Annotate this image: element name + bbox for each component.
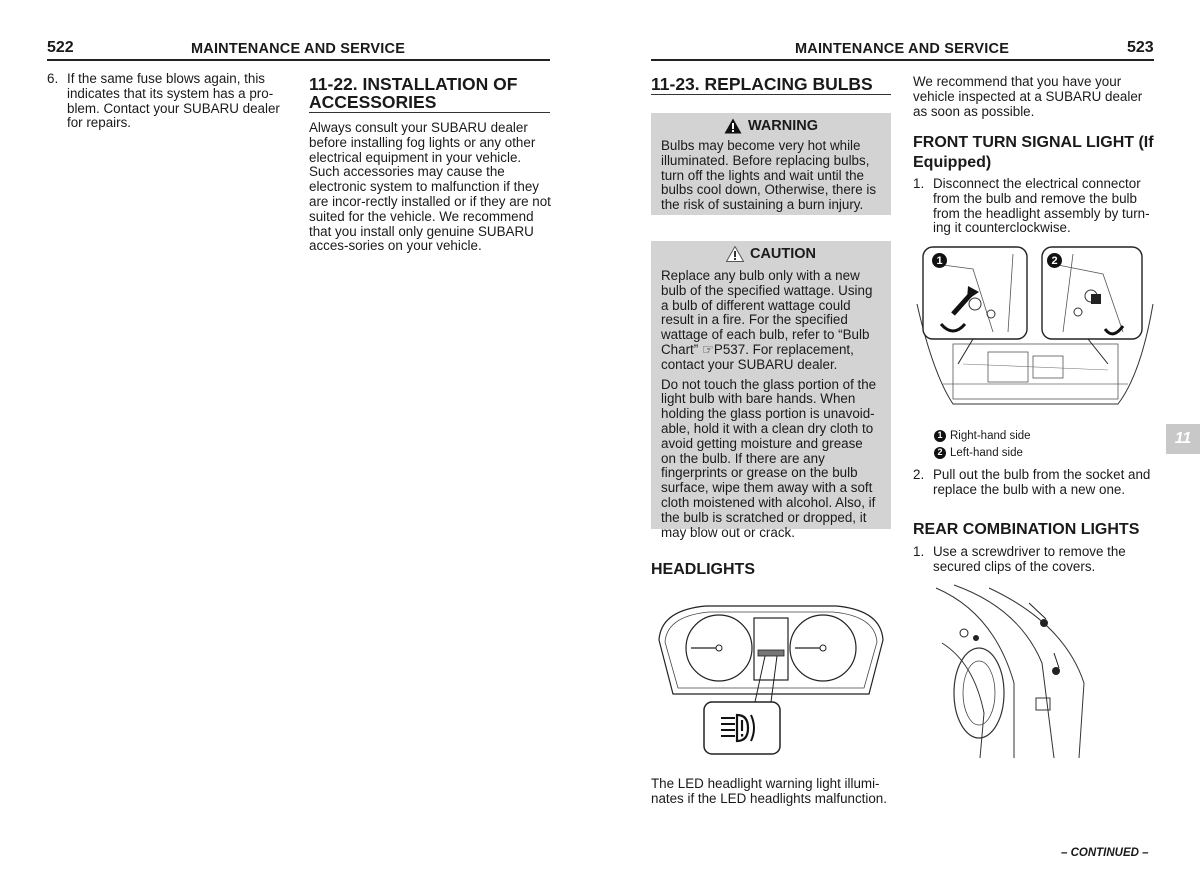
section-title-replacing-bulbs: 11-23. REPLACING BULBS: [651, 74, 873, 94]
step-number: 2.: [913, 467, 925, 482]
warning-heading: [651, 115, 891, 137]
left-page-number: 522: [47, 39, 74, 56]
section-rule: [309, 112, 550, 113]
warning-icon: [724, 118, 742, 134]
front-turn-step-2: [913, 468, 1153, 498]
warning-label: WARNING: [747, 118, 819, 134]
left-page-header: MAINTENANCE AND SERVICE: [191, 41, 406, 57]
left-item-6: [47, 72, 287, 131]
legend-badge: 1: [934, 430, 946, 442]
caution-label: CAUTION: [749, 246, 817, 262]
continued-marker: – CONTINUED –: [1061, 847, 1149, 859]
right-page-number: 523: [1127, 39, 1154, 56]
caution-box: [651, 241, 891, 540]
instrument-cluster-illustration: [651, 598, 891, 760]
step-text: Pull out the bulb from the socket and replace the bulb with a new one.: [933, 467, 1151, 497]
callout-badge: 1: [932, 253, 947, 268]
legend-item: [934, 445, 1031, 462]
caution-icon: [726, 246, 744, 262]
inspection-recommendation: We recommend that you have your vehicle inspected at a SUBARU dealer as soon as possible.: [913, 74, 1143, 119]
section-rule: [651, 94, 891, 95]
legend-label: Left-hand side: [950, 447, 1023, 459]
headlights-caption: The LED headlight warning light illumi-nates if the LED headlights malfunction.: [651, 776, 887, 806]
caution-body: [651, 265, 891, 540]
step-text: Use a screwdriver to remove the secured clips of the covers.: [933, 544, 1126, 574]
rear-light-illustration: [934, 583, 1089, 761]
rear-combination-title: REAR COMBINATION LIGHTS: [913, 521, 1140, 538]
item-number: 6.: [47, 71, 59, 86]
legend-badge: 2: [934, 447, 946, 459]
caution-para-2: Do not touch the glass portion of the light bulb with bare hands. When holding the glass portion is unavoid-able, hold it with a clean dry cloth to avoid getting moisture and grease on the bulb. If there are any fingerprints or grease on the bulb surface, wipe them away with a soft cloth moistened with alcohol. Also, if the bulb is scratched or dropped, it may blow out or crack.: [661, 376, 877, 540]
front-turn-step-1: [913, 177, 1153, 236]
accessories-body: Always consult your SUBARU dealer before installing fog lights or any other electrical equipment in your vehicle. Such accessories may cause the electronic system to malfunction if they are incor-rectly installed or if they are not suited for the vehicle. We recommend that you install only genuine SUBARU acces-sories on your vehicle.: [309, 120, 551, 254]
headlights-title: HEADLIGHTS: [651, 561, 755, 578]
legend-item: [934, 428, 1031, 445]
caution-heading: [651, 243, 891, 265]
warning-text: Bulbs may become very hot while illuminated. Before replacing bulbs, turn off the lights and wait until the bulbs cool down, Otherwise, there is the risk of sustaining a burn injury.: [661, 138, 877, 213]
step-number: 1.: [913, 176, 925, 191]
section-title-accessories: 11-22. INSTALLATION OF ACCESSORIES: [309, 74, 518, 112]
step-text: Disconnect the electrical connector from the bulb and remove the bulb from the headlight assembly by turn-ing it counterclockwise.: [933, 176, 1150, 236]
engine-bay-illustration: [913, 244, 1158, 419]
left-header-rule: [47, 59, 550, 61]
warning-box: [651, 113, 891, 215]
caution-para-1: Replace any bulb only with a new bulb of the specified wattage. Using a bulb of different wattage could result in a fire. For the specified wattage of each bulb, refer to “Bulb Chart” ☞P537. For replacement, contact your SUBARU dealer.: [661, 268, 873, 372]
right-page-header: MAINTENANCE AND SERVICE: [795, 41, 1010, 57]
callout-badge: 2: [1047, 253, 1062, 268]
item-text: If the same fuse blows again, this indicates that its system has a pro-blem. Contact your SUBARU dealer for repairs.: [67, 71, 280, 131]
right-header-rule: [651, 59, 1154, 61]
rear-step-1: [913, 545, 1153, 575]
illustration-legend: [934, 428, 1031, 462]
front-turn-signal-title: FRONT TURN SIGNAL LIGHT (If Equipped): [913, 134, 1154, 171]
legend-label: Right-hand side: [950, 430, 1031, 442]
chapter-tab: 11: [1166, 424, 1200, 454]
step-number: 1.: [913, 544, 925, 559]
